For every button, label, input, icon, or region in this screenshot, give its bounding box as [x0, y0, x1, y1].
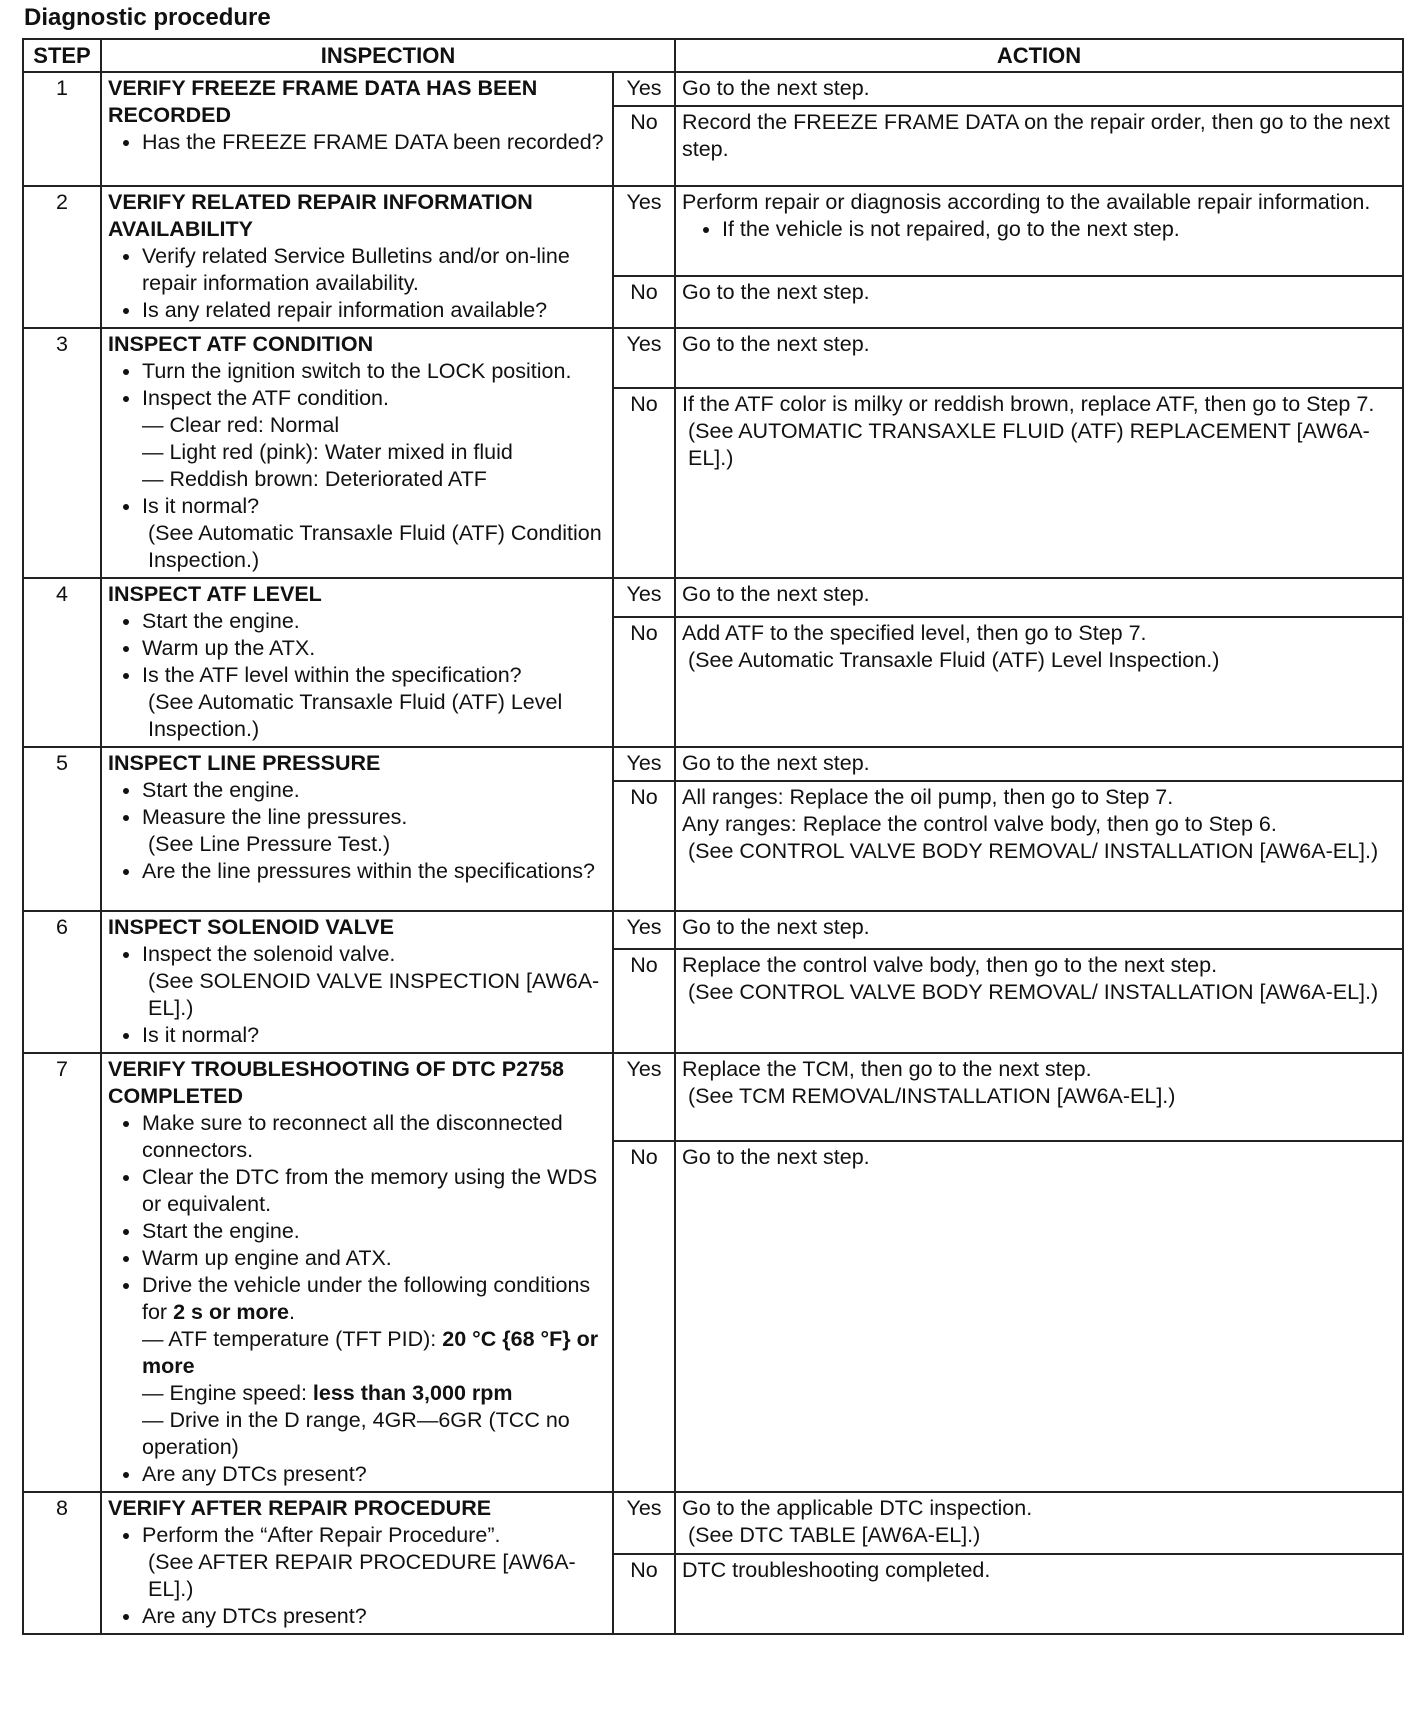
page-title: Diagnostic procedure	[24, 4, 271, 31]
no-action-text: All ranges: Replace the oil pump, then go to Step 7.	[682, 785, 1174, 809]
inspection-bullet-text: Measure the line pressures.	[142, 805, 408, 829]
inspection-bullet: • Are any DTCs present?	[142, 1603, 606, 1630]
action-header: ACTION	[675, 39, 1403, 72]
no-action-text: Replace the control valve body, then go to the next step.	[682, 953, 1218, 977]
condition-label: — ATF temperature (TFT PID):	[142, 1327, 443, 1351]
step-5-yes-row	[23, 747, 1403, 781]
condition-label: — Engine speed:	[142, 1381, 313, 1405]
step-title: VERIFY AFTER REPAIR PROCEDURE	[108, 1496, 492, 1520]
inspection-bullet	[142, 385, 606, 493]
condition-item	[142, 1380, 606, 1407]
step-7-yes-row	[23, 1053, 1403, 1141]
step-number: 2	[23, 186, 101, 328]
reference-note: (See SOLENOID VALVE INSPECTION [AW6A-EL].)	[148, 969, 600, 1020]
inspection-bullet: • Has the FREEZE FRAME DATA been recorded?	[142, 129, 606, 156]
yes-label: Yes	[613, 1492, 675, 1554]
no-action	[675, 949, 1403, 1053]
inspection-bullet	[142, 662, 606, 743]
condition-value: less than 3,000 rpm	[312, 1381, 513, 1405]
inspection-bullet-text: Drive the vehicle under the following conditions for	[142, 1273, 591, 1324]
inspection-bullet: • Is any related repair information available?	[142, 297, 606, 324]
reference-note: (See CONTROL VALVE BODY REMOVAL/ INSTALLATION [AW6A-EL].)	[688, 980, 1379, 1004]
yes-action	[675, 1492, 1403, 1554]
inspection-bullet: • Are any DTCs present?	[142, 1461, 606, 1488]
condition-value: 20 °C {68 °F} or more	[142, 1327, 599, 1378]
step-title: VERIFY FREEZE FRAME DATA HAS BEEN RECORDED	[108, 76, 538, 127]
yes-label: Yes	[613, 911, 675, 949]
step-inspection	[101, 72, 613, 186]
reference-note: (See Automatic Transaxle Fluid (ATF) Level Inspection.)	[688, 648, 1220, 672]
step-number: 6	[23, 911, 101, 1053]
no-label: No	[613, 106, 675, 186]
yes-label: Yes	[613, 747, 675, 781]
inspection-bullet-text: Is it normal?	[142, 494, 260, 518]
inspection-bullet: • Make sure to reconnect all the disconnected connectors.	[142, 1110, 606, 1164]
yes-action	[675, 186, 1403, 276]
inspection-bullet-text: Inspect the solenoid valve.	[142, 942, 396, 966]
step-title: INSPECT ATF LEVEL	[108, 582, 322, 606]
inspection-bullet	[142, 1522, 606, 1603]
yes-action-bullet: • If the vehicle is not repaired, go to the next step.	[722, 216, 1396, 243]
yes-action: Go to the next step.	[675, 328, 1403, 388]
step-8-yes-row	[23, 1492, 1403, 1554]
no-label: No	[613, 949, 675, 1053]
reference-note: (See Line Pressure Test.)	[148, 832, 391, 856]
no-action: Go to the next step.	[675, 1141, 1403, 1492]
step-inspection	[101, 911, 613, 1053]
no-action: Record the FREEZE FRAME DATA on the repair order, then go to the next step.	[675, 106, 1403, 186]
reference-note: (See AFTER REPAIR PROCEDURE [AW6A-EL].)	[148, 1550, 576, 1601]
inspection-bullet: • Start the engine.	[142, 777, 606, 804]
inspection-bullet-emphasis: 2 s or more	[173, 1300, 289, 1324]
yes-action-text: Perform repair or diagnosis according to the available repair information.	[682, 190, 1371, 214]
step-3-yes-row	[23, 328, 1403, 388]
yes-label: Yes	[613, 328, 675, 388]
no-action	[675, 781, 1403, 911]
reference-note: (See Automatic Transaxle Fluid (ATF) Condition Inspection.)	[148, 521, 602, 572]
yes-label: Yes	[613, 578, 675, 617]
step-number: 8	[23, 1492, 101, 1634]
step-number: 4	[23, 578, 101, 747]
step-title: INSPECT ATF CONDITION	[108, 332, 374, 356]
step-6-yes-row	[23, 911, 1403, 949]
header-row	[23, 39, 1403, 72]
inspection-bullet	[142, 493, 606, 574]
inspection-bullet: • Is it normal?	[142, 1022, 606, 1049]
yes-action: Go to the next step.	[675, 72, 1403, 106]
yes-action-text: Go to the applicable DTC inspection.	[682, 1496, 1033, 1520]
inspection-bullet: • Turn the ignition switch to the LOCK position.	[142, 358, 606, 385]
no-action: Go to the next step.	[675, 276, 1403, 328]
diagnostic-procedure-table	[22, 38, 1404, 1635]
step-title: VERIFY TROUBLESHOOTING OF DTC P2758 COMPLETED	[108, 1057, 564, 1108]
condition-item: — Light red (pink): Water mixed in fluid	[142, 440, 513, 464]
step-title: VERIFY RELATED REPAIR INFORMATION AVAILABILITY	[108, 190, 533, 241]
step-title: INSPECT LINE PRESSURE	[108, 751, 381, 775]
no-action: DTC troubleshooting completed.	[675, 1554, 1403, 1634]
condition-item: — Reddish brown: Deteriorated ATF	[142, 467, 487, 491]
yes-label: Yes	[613, 1053, 675, 1141]
no-action-text: Add ATF to the specified level, then go to Step 7.	[682, 621, 1147, 645]
step-number: 3	[23, 328, 101, 578]
no-action	[675, 388, 1403, 578]
inspection-header: INSPECTION	[101, 39, 675, 72]
inspection-bullet: • Warm up the ATX.	[142, 635, 606, 662]
yes-action: Go to the next step.	[675, 747, 1403, 781]
step-title: INSPECT SOLENOID VALVE	[108, 915, 394, 939]
inspection-bullet: • Are the line pressures within the specifications?	[142, 858, 606, 885]
step-inspection	[101, 328, 613, 578]
no-action-text: Any ranges: Replace the control valve body, then go to Step 6.	[682, 812, 1277, 836]
reference-note: (See CONTROL VALVE BODY REMOVAL/ INSTALLATION [AW6A-EL].)	[688, 839, 1379, 863]
step-number: 5	[23, 747, 101, 911]
no-label: No	[613, 1141, 675, 1492]
condition-item	[142, 1326, 606, 1380]
yes-action: Go to the next step.	[675, 578, 1403, 617]
step-1-yes-row	[23, 72, 1403, 106]
no-label: No	[613, 1554, 675, 1634]
step-2-yes-row	[23, 186, 1403, 276]
inspection-bullet: • Start the engine.	[142, 1218, 606, 1245]
step-inspection	[101, 186, 613, 328]
inspection-bullet-text: Inspect the ATF condition.	[142, 386, 389, 410]
reference-note: (See TCM REMOVAL/INSTALLATION [AW6A-EL].)	[688, 1084, 1176, 1108]
yes-action	[675, 1053, 1403, 1141]
step-inspection	[101, 1492, 613, 1634]
yes-action-text: Replace the TCM, then go to the next step.	[682, 1057, 1092, 1081]
reference-note: (See Automatic Transaxle Fluid (ATF) Level Inspection.)	[148, 690, 563, 741]
yes-label: Yes	[613, 186, 675, 276]
step-number: 1	[23, 72, 101, 186]
inspection-bullet-text: Is the ATF level within the specification?	[142, 663, 522, 687]
inspection-bullet: • Start the engine.	[142, 608, 606, 635]
inspection-bullet	[142, 1272, 606, 1461]
yes-action: Go to the next step.	[675, 911, 1403, 949]
reference-note: (See DTC TABLE [AW6A-EL].)	[688, 1523, 981, 1547]
condition-item: — Drive in the D range, 4GR—6GR (TCC no operation)	[142, 1408, 570, 1459]
step-inspection	[101, 747, 613, 911]
step-inspection	[101, 578, 613, 747]
inspection-bullet: • Clear the DTC from the memory using the WDS or equivalent.	[142, 1164, 606, 1218]
inspection-bullet: • Verify related Service Bulletins and/or on-line repair information availability.	[142, 243, 606, 297]
reference-note: (See AUTOMATIC TRANSAXLE FLUID (ATF) REPLACEMENT [AW6A-EL].)	[688, 419, 1370, 470]
yes-label: Yes	[613, 72, 675, 106]
condition-item: — Clear red: Normal	[142, 413, 340, 437]
no-label: No	[613, 617, 675, 747]
inspection-bullet-text: Perform the “After Repair Procedure”.	[142, 1523, 501, 1547]
no-action-text: If the ATF color is milky or reddish brown, replace ATF, then go to Step 7.	[682, 392, 1375, 416]
no-label: No	[613, 388, 675, 578]
no-label: No	[613, 276, 675, 328]
inspection-bullet	[142, 804, 606, 858]
inspection-bullet: • Warm up engine and ATX.	[142, 1245, 606, 1272]
no-action	[675, 617, 1403, 747]
no-label: No	[613, 781, 675, 911]
inspection-bullet-text: .	[289, 1300, 295, 1324]
step-header: STEP	[23, 39, 101, 72]
step-4-yes-row	[23, 578, 1403, 617]
step-number: 7	[23, 1053, 101, 1492]
inspection-bullet	[142, 941, 606, 1022]
step-inspection	[101, 1053, 613, 1492]
